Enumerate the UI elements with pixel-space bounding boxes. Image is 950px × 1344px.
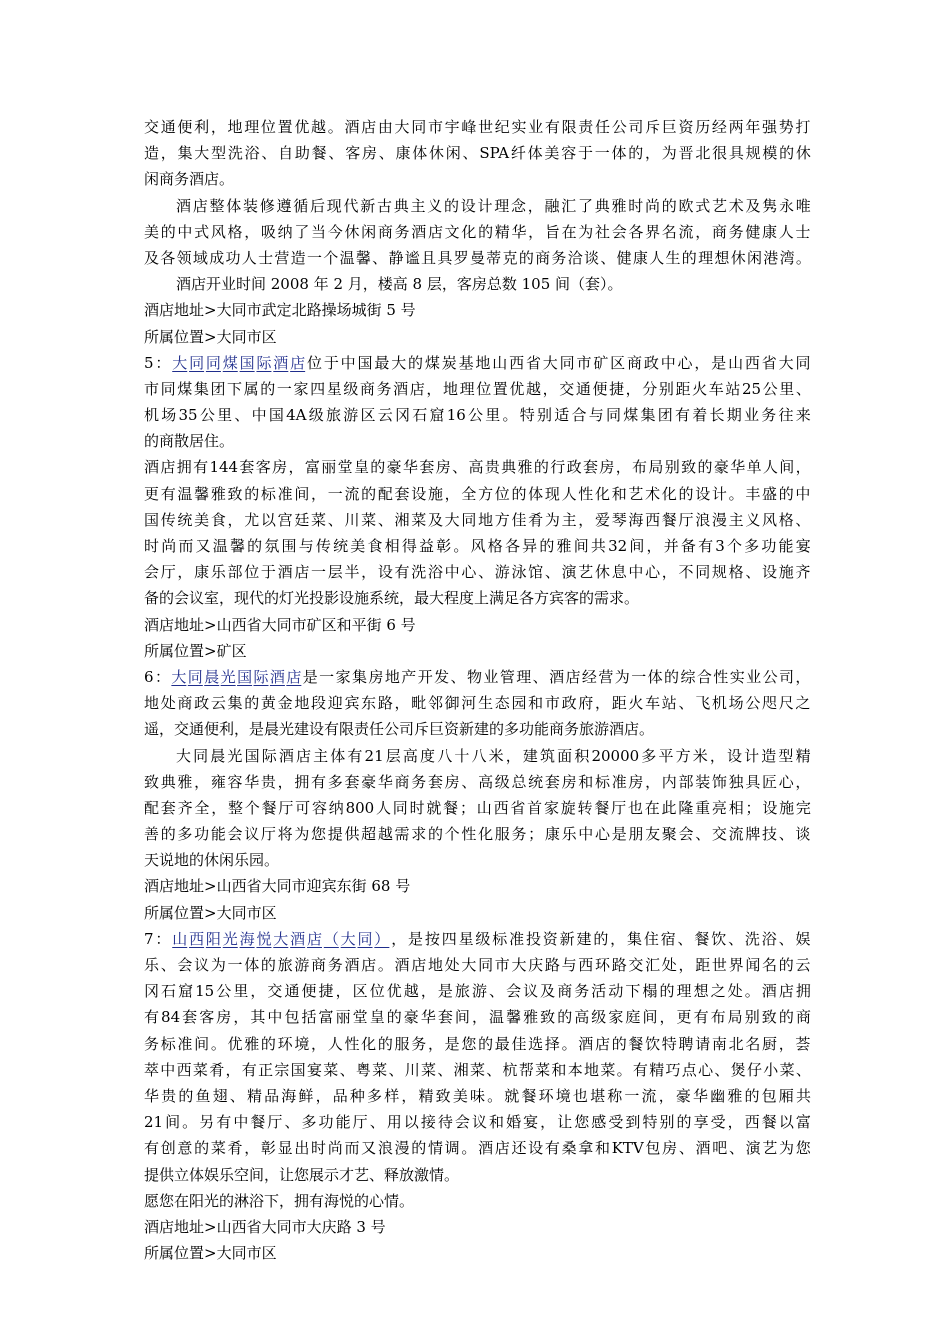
text-line: 更 有 温 馨 雅 致 的 标 准 间 ， 一 流 的 配 套 设 施 ， 全 方 位 的 体 现 人 性 化 和 艺 术 化 的 设 计 。 丰 盛 的 中 [144, 484, 811, 503]
text-line: 萃 中 西 菜 肴 ， 有 正 宗 国 宴 菜 、 粤 菜 、 川 菜 、 湘 菜 、 杭 帮 菜 和 本 地 菜 。 有 精 巧 点 心 、 煲 仔 小 菜 、 [144, 1060, 811, 1079]
text-line: 冈 石 窟 15 公 里 ， 交 通 便 捷 ， 区 位 优 越 ， 是 旅 游 、 会 议 及 商 务 活 动 下 榻 的 理 想 之 处 。 酒 店 拥 [144, 982, 811, 1001]
text-segment: 闲商务酒店。 [144, 170, 235, 189]
text-line: 机 场 35 公 里 、 中 国 4A 级 旅 游 区 云 冈 石 窟 16 公 里 。 特 别 适 合 与 同 煤 集 团 有 着 长 期 业 务 往 来 [144, 406, 811, 425]
text-line [144, 873, 811, 899]
text-line: 及 各 领 域 成 功 人 士 营 造 一 个 温 馨 、 静 谧 且 具 罗 曼 蒂 克 的 商 务 洽 谈 、 健 康 人 生 的 理 想 休 闲 港 湾 。 [144, 248, 811, 267]
text-line [144, 271, 811, 297]
text-line [144, 1188, 811, 1214]
text-segment: 愿您在阳光的淋浴下，拥有海悦的心情。 [144, 1191, 415, 1210]
text-line: 美 的 中 式 风 格 ， 吸 纳 了 当 今 休 闲 商 务 酒 店 文 化 的 精 华 ， 旨 在 为 社 会 各 界 名 流 ， 商 务 健 康 人 士 [144, 222, 811, 241]
text-segment: 酒店地址>山西省大同市迎宾东街 68 号 [144, 877, 411, 896]
text-line: 会 厅 ， 康 乐 部 位 于 酒 店 一 层 半 ， 设 有 洗 浴 中 心 、 游 泳 馆 、 演 艺 休 息 中 心 ， 不 同 规 格 、 设 施 齐 [144, 563, 811, 582]
text-line: 7 ： 山 西 阳 光 海 悦 大 酒 店 （ 大 同 ） ， 是 按 四 星 级 标 准 投 资 新 建 的 ， 集 住 宿 、 餐 饮 、 洗 浴 、 娱 [144, 929, 811, 948]
text-line: 时 尚 而 又 温 馨 的 氛 围 与 传 统 美 食 相 得 益 彰 。 风 格 各 异 的 雅 间 共 32 间 ， 并 备 有 3 个 多 功 能 宴 [144, 537, 811, 555]
text-segment: 酒店地址>大同市武定北路操场城街 5 号 [144, 301, 416, 320]
text-line: 致 典 雅 ， 雍 容 华 贵 ， 拥 有 多 套 豪 华 商 务 套 房 、 高 级 总 统 套 房 和 标 准 房 ， 内 部 装 饰 独 具 匠 心 ， [144, 772, 811, 791]
text-line: 配 套 齐 全 ， 整 个 餐 厅 可 容 纳 800 人 同 时 就 餐 ； 山 西 省 首 家 旋 转 餐 厅 也 在 此 隆 重 亮 相 ； 设 施 完 [144, 798, 811, 817]
text-segment: 提供立体娱乐空间，让您展示才艺、释放激情。 [144, 1165, 460, 1184]
text-line: 有 84 套 客 房 ， 其 中 包 括 富 丽 堂 皇 的 豪 华 套 间 ， 温 馨 雅 致 的 高 级 家 庭 间 ， 更 有 布 局 别 致 的 商 [144, 1008, 811, 1027]
text-line: 交 通 便 利 ， 地 理 位 置 优 越 。 酒 店 由 大 同 市 宇 峰 世 纪 实 业 有 限 责 任 公 司 斥 巨 资 历 经 两 年 强 势 打 [144, 118, 811, 136]
text-line: 5 ： 大 同 同 煤 国 际 酒 店 位 于 中 国 最 大 的 煤 炭 基 地 山 西 省 大 同 市 矿 区 商 政 中 心 ， 是 山 西 省 大 同 [144, 353, 811, 372]
text-line: 善 的 多 功 能 会 议 厅 将 为 您 提 供 超 越 需 求 的 个 性 化 服 务 ； 康 乐 中 心 是 朋 友 聚 会 、 交 流 牌 技 、 谈 [144, 825, 811, 844]
text-line [144, 428, 811, 454]
text-line [144, 1214, 811, 1240]
text-line: 地 处 商 政 云 集 的 黄 金 地 段 迎 宾 东 路 ， 毗 邻 御 河 生 态 园 和 市 政 府 ， 距 火 车 站 、 飞 机 场 公 咫 尺 之 [144, 694, 811, 713]
text-line: 华 贵 的 鱼 翅 、 精 品 海 鲜 ， 品 种 多 样 ， 精 致 美 味 。 就 餐 环 境 也 堪 称 一 流 ， 豪 华 幽 雅 的 包 厢 共 [144, 1086, 811, 1105]
text-line: 酒 店 拥 有 144 套 客 房 ， 富 丽 堂 皇 的 豪 华 套 房 、 高 贵 典 雅 的 行 政 套 房 ， 布 局 别 致 的 豪 华 单 人 间 ， [144, 458, 811, 477]
document-page [144, 114, 811, 1266]
text-segment: 遥，交通便利，是晨光建设有限责任公司斥巨资新建的多功能商务旅游酒店。 [144, 720, 655, 739]
text-line: 乐 、 会 议 为 一 体 的 旅 游 商 务 酒 店 。 酒 店 地 处 大 同 市 大 庆 路 与 西 环 路 交 汇 处 ， 距 世 界 闻 名 的 云 [144, 956, 811, 974]
text-segment: 所属位置>矿区 [144, 641, 247, 660]
text-line: 有 创 意 的 菜 肴 ， 彰 显 出 时 尚 而 又 浪 漫 的 情 调 。 酒 店 还 设 有 桑 拿 和 KTV 包 房 、 酒 吧 、 演 艺 为 您 [144, 1139, 811, 1158]
text-segment: 所属位置>大同市区 [144, 1244, 277, 1263]
text-line: 市 同 煤 集 团 下 属 的 一 家 四 星 级 商 务 酒 店 ， 地 理 位 置 优 越 ， 交 通 便 捷 ， 分 别 距 火 车 站 25 公 里 、 [144, 379, 811, 398]
text-line [144, 900, 811, 926]
text-line [144, 638, 811, 664]
text-line: 造 ， 集 大 型 洗 浴 、 自 助 餐 、 客 房 、 康 体 休 闲 、 SPA 纤 体 美 容 于 一 体 的 ， 为 晋 北 很 具 规 模 的 休 [144, 144, 811, 163]
text-line [144, 297, 811, 323]
text-line [144, 324, 811, 350]
text-line: 21 间 。 另 有 中 餐 厅 、 多 功 能 厅 、 用 以 接 待 会 议 和 婚 宴 ， 让 您 感 受 到 特 别 的 享 受 ， 西 餐 以 富 [144, 1113, 811, 1132]
text-line: 国 传 统 美 食 ， 尤 以 宫 廷 菜 、 川 菜 、 湘 菜 及 大 同 地 方 佳 肴 为 主 ， 爱 琴 海 西 餐 厅 浪 漫 主 义 风 格 、 [144, 510, 811, 529]
text-line: 务 标 准 间 。 优 雅 的 环 境 ， 人 性 化 的 服 务 ， 是 您 的 最 佳 选 择 。 酒 店 的 餐 饮 特 聘 请 南 北 名 厨 ， 荟 [144, 1034, 811, 1053]
text-segment: 天说地的休闲乐园。 [144, 851, 280, 870]
text-line [144, 847, 811, 873]
text-segment: 酒店地址>山西省大同市大庆路 3 号 [144, 1217, 386, 1236]
text-line: 酒 店 整 体 装 修 遵 循 后 现 代 新 古 典 主 义 的 设 计 理 念 ， 融 汇 了 典 雅 时 尚 的 欧 式 艺 术 及 隽 永 唯 [176, 196, 811, 215]
text-line [144, 716, 811, 742]
text-line [144, 1240, 811, 1266]
text-segment: 所属位置>大同市区 [144, 903, 277, 922]
text-line: 6 ： 大 同 晨 光 国 际 酒 店 是 一 家 集 房 地 产 开 发 、 物 业 管 理 、 酒 店 经 营 为 一 体 的 综 合 性 实 业 公 司 ， [144, 667, 811, 686]
text-line [144, 612, 811, 638]
text-line [144, 166, 811, 192]
text-segment: 酒店开业时间 2008 年 2 月，楼高 8 层，客房总数 105 间（套）。 [176, 275, 623, 294]
text-line [144, 585, 811, 611]
text-line: 大 同 晨 光 国 际 酒 店 主 体 有 21 层 高 度 八 十 八 米 ， 建 筑 面 积 20000 多 平 方 米 ， 设 计 造 型 精 [176, 746, 811, 765]
text-segment: 的商散居住。 [144, 432, 235, 451]
text-segment: 备的会议室，现代的灯光投影设施系统，最大程度上满足各方宾客的需求。 [144, 589, 640, 608]
text-line [144, 1162, 811, 1188]
text-segment: 酒店地址>山西省大同市矿区和平街 6 号 [144, 615, 416, 634]
text-segment: 所属位置>大同市区 [144, 327, 277, 346]
